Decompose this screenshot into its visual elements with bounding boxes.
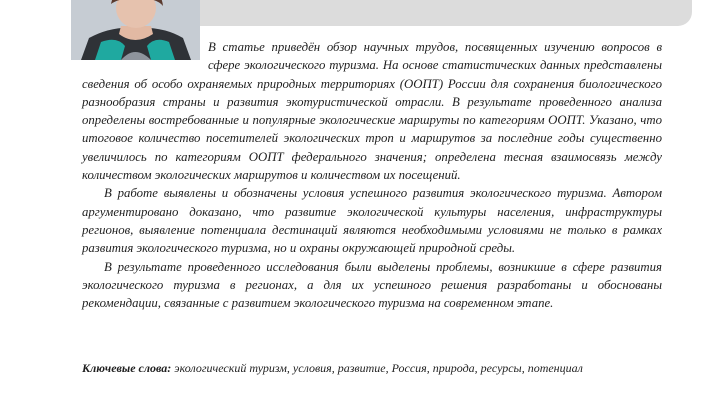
keywords [82, 360, 672, 376]
header-band [200, 0, 692, 26]
abstract [82, 38, 662, 312]
abstract-paragraph-2: В работе выявлены и обозначены условия успешного развития экологического туризма. Автором аргументировано доказано, что развитие экологической культуры населения, инфраструктуры регионов, выявление потенциала дестинаций являются необходимыми условиями не только в рамках развития экологического туризма, но и охраны окружающей природной среды. [82, 186, 662, 256]
abstract-paragraph-3: В результате проведенного исследования были выделены проблемы, возникшие в сфере развития экологического туризма в регионах, а для их успешного решения разработаны и обоснованы рекомендации, связанные с развитием экологического туризма на современном этапе. [82, 259, 662, 311]
keywords-label: Ключевые слова: [82, 361, 172, 375]
keywords-text: экологический туризм, условия, развитие, Россия, природа, ресурсы, потенциал [171, 361, 583, 375]
abstract-paragraph-1: В статье приведён обзор научных трудов, посвященных изучению вопросов в сфере экологического туризма. На основе статистических данных представлены сведения об особо охраняемых природных территориях (ООПТ) России для сохранения биологического разнообразия страны и развития экотуристической отрасли. В результате проведенного анализа определены востребованные и популярные экологические маршруты по категориям ООПТ. Указано, что итоговое количество посетителей экологических троп и маршрутов за последние годы существенно увеличилось по категориям ООПТ федерального значения; определена тесная взаимосвязь между количеством экологических маршрутов и количеством их посещений. [82, 40, 662, 183]
